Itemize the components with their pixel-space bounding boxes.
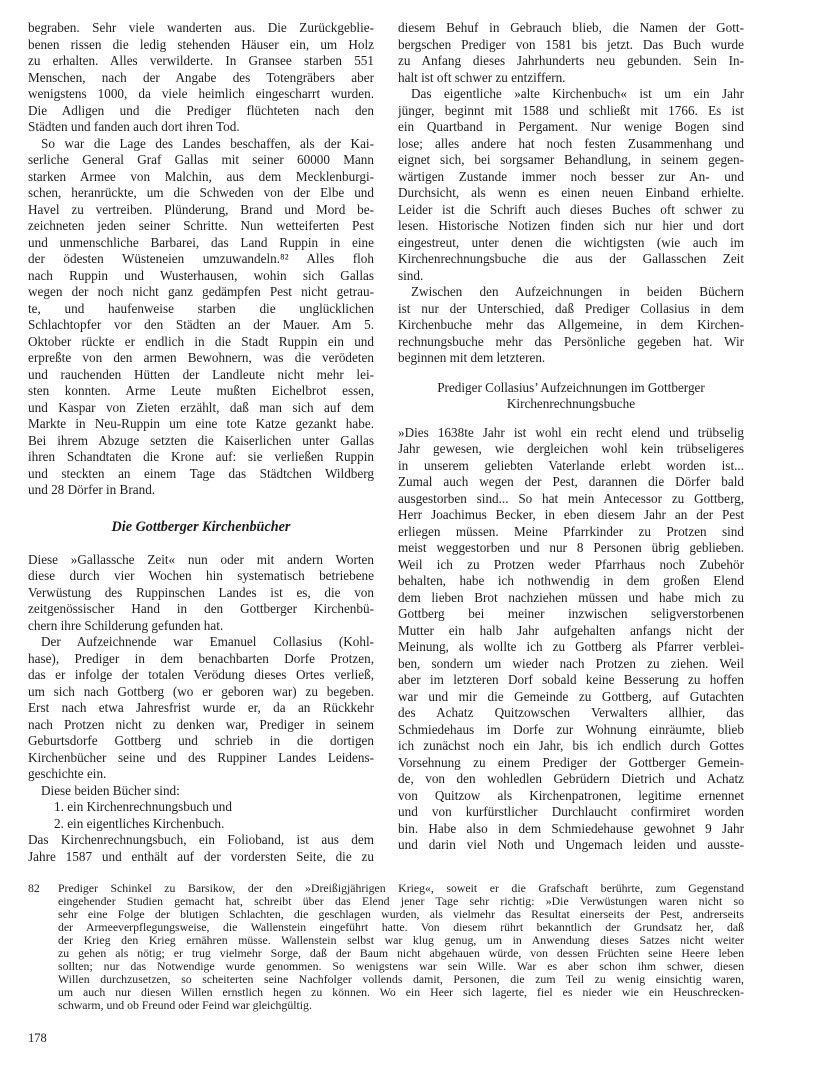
text-line: Herr Joachimus Becker, in eben diesem Jahr an der Pest (398, 507, 744, 522)
heading-line: Prediger Collasius’ Aufzeichnungen im Gottberger (437, 379, 705, 395)
text-line: war und mir die Gemeinde zu Gottberg, auf Gutachten (398, 688, 744, 704)
text-line: in unserem geliebten Vaterlande erlebt worden ist... (398, 457, 744, 473)
text-line: ein Quartband in Pergament. Nur wenige Bogen sind (398, 119, 744, 134)
text-line: benen rissen die ledig stehenden Häuser ein, um Holz (28, 36, 374, 52)
text-line: de, von den wohledlen Gebrüdern Dietrich und Achatz (398, 771, 744, 786)
footnote-line: sollten; nur das Notwendige wurde genommen. So wenigstens war sein Wille. War es aber schon ihm schwer, diesen (58, 960, 744, 973)
text-line: bin. Habe also in dem Schmiedehause gewohnet 9 Jahr (398, 820, 744, 836)
text-line: halt ist oft schwer zu entziffern. (398, 69, 566, 85)
text-line: starken Armee von Malchin, aus dem Mecklenburgi- (28, 168, 374, 184)
text-line: Menschen, nach der Angabe des Totengräbers aber (28, 69, 374, 85)
text-line: geschichte ein. (28, 766, 107, 781)
text-line: und darin viel Noth und Ungemach leiden und ausste- (398, 837, 744, 852)
text-line: aber im letzteren Dorf sobald keine Besserung zu hoffen (398, 672, 744, 687)
text-line: Jahr gewesen, wie dergleichen wohl kein trübseligeres (398, 441, 744, 456)
text-line: ist nur der Unterschied, daß Prediger Collasius in dem (398, 300, 744, 316)
text-line: wärtigen Zustande immer noch besser zur An- und (398, 168, 744, 184)
text-line: behalten, habe ich nothwendig in dem großen Elend (398, 573, 744, 588)
footnote-line: um auch nur diesen Willen ernstlich hegen zu können. Wo ein Heer sich lagerte, fiel es nieder wie ein Heuschrecken- (58, 986, 744, 999)
right-column (398, 20, 744, 854)
left-column (28, 20, 374, 865)
list-item: 1. ein Kirchenrechnungsbuch und (54, 799, 232, 814)
text-line: diesem Behuf in Gebrauch blieb, die Namen der Gott- (398, 20, 744, 35)
text-line: serliche General Graf Gallas mit seiner 60000 Mann (28, 152, 374, 167)
text-line: Schlachtopfer vor den Städten an der Mauer. Am 5. (28, 317, 374, 332)
footnote-line: Prediger Schinkel zu Barsikow, der den »Dreißigjährigen Krieg«, soweit er die Grafschaft berührte, zum Gegenstand (58, 882, 744, 895)
text-line: Kirchenrechnungsbuche die aus der Gallasschen Zeit (398, 251, 744, 266)
text-line: nach Protzen nicht zu denken war, Prediger in seinem (28, 716, 374, 732)
paragraph (28, 20, 374, 136)
text-line: Vorsehnung zu einem Prediger der Gottberger Gemein- (398, 754, 744, 770)
text-line: Verwüstung des Ruppinschen Landes ist es, die von (28, 584, 374, 600)
text-line: ausgestorben sind... So hat mein Antecessor zu Gottberg, (398, 490, 744, 506)
text-line: Markte in Neu-Ruppin um eine tote Katze gezankt habe. (28, 416, 374, 431)
text-line: wegen der noch nicht ganz gedämpfen Pest nicht getrau- (28, 284, 374, 299)
text-line: zeitgenössischer Hand in den Gottberger Kirchenbü- (28, 601, 374, 616)
text-line: sind. (398, 267, 424, 283)
text-line: lesen. Historische Notizen finden sich nur hier und dort (398, 218, 744, 233)
text-line: Weil ich zu Protzen weder Pfarrhaus noch Zubehör (398, 556, 744, 572)
text-line: jünger, beginnt mit 1588 und schließt mit 1766. Es ist (398, 102, 744, 118)
text-line: zu Anfang dieses Jahrhunderts neu gebunden. Sein In- (398, 53, 744, 68)
text-line: das er infolge der totalen Verödung dieses Ortes verließ, (28, 667, 374, 682)
text-line: begraben. Sehr viele wanderten aus. Die Zurückgeblie- (28, 20, 374, 35)
list-item: 2. ein eigentliches Kirchenbuch. (54, 815, 225, 831)
footnote-line: eingehender Studien gemacht hat, schreibt über das Elend jener Tage sehr richtig: »Die Verwüstungen waren nicht so (58, 895, 744, 908)
paragraph (398, 425, 744, 854)
text-line: Diese »Gallassche Zeit« nun oder mit andern Worten (28, 551, 374, 567)
text-line: Oktober rückte er endlich in die Stadt Ruppin ein und (28, 333, 374, 349)
paragraph (28, 634, 374, 783)
text-line: »Dies 1638te Jahr ist wohl ein recht elend und trübselig (398, 424, 744, 440)
text-line: lose; alles andere hat noch festen Zusammenhang und (398, 135, 744, 151)
footnote (28, 882, 744, 1012)
text-line: Leider ist die Schrift auch dieses Buches oft schwer zu (398, 201, 744, 217)
text-line: meist weggestorben und nur 8 Personen übrig geblieben. (398, 540, 744, 555)
text-line: und 28 Dörfer in Brand. (28, 482, 156, 497)
text-line: Das Kirchenrechnungsbuch, ein Folioband, ist aus dem (28, 832, 374, 847)
text-line: um sich nach Gottberg (wo er geboren war) zu begeben. (28, 683, 374, 699)
text-line: Kirchenbuche mehr das Allgemeine, in dem Kirchen- (398, 317, 744, 332)
footnote-line: der Krieg den Krieg ernähren müsse. Wallenstein selbst war klug genug, um in Anwendung dieses Satzes nicht weiter (58, 934, 744, 947)
paragraph (398, 86, 744, 284)
paragraph (28, 832, 374, 865)
text-line: von Quitzow als Kirchenpatronen, legitime ernennet (398, 787, 744, 803)
text-line: schen, heranrückte, um die Schweden von der Elbe und (28, 185, 374, 200)
text-line: und von kurfürstlicher Durchlaucht confirmiret worden (398, 804, 744, 819)
text-line: Durchsicht, als wenn es einen neuen Einband erhielte. (398, 185, 744, 200)
text-line: Mutter ein halb Jahr aufgehalten anfangs nicht der (398, 622, 744, 638)
text-line: wenigstens 1000, da viele heimlich eingescharrt wurden. (28, 86, 374, 101)
text-line: zu erhalten. Alles verwilderte. In Gransee starben 551 (28, 53, 374, 68)
text-line: eignet sich, bei sorgsamer Behandlung, in seinem gegen- (398, 152, 744, 167)
text-line: erliegen müssen. Meine Pfarrkinder zu Protzen sind (398, 523, 744, 539)
footnote-line: sehr eine Folge der blutigen Schlachten, die geschlagen wurden, als vielmehr das Resultat einerseits der Pest, andrerseits (58, 908, 744, 921)
text-line: rechnungsbuche mehr das Persönliche gegeben hat. Wir (398, 333, 744, 349)
text-line: Die Adligen und die Prediger flüchteten nach den (28, 102, 374, 118)
text-line: des Achatz Quitzowschen Verwalters allhier, das (398, 705, 744, 720)
text-line: der ödesten Wüsteneien umzuwandeln.⁸² Alles floh (28, 251, 374, 266)
paragraph (398, 284, 744, 367)
text-line: Das eigentliche »alte Kirchenbuch« ist um ein Jahr (411, 86, 744, 101)
text-line: zeichneten jeden seiner Schritte. Nun wetteiferten Pest (28, 218, 374, 233)
text-line: te, und haufenweise starben die unglücklichen (28, 300, 374, 316)
text-line: Städten und fanden auch dort ihren Tod. (28, 119, 240, 134)
subsection-heading (398, 380, 744, 413)
text-line: und Kaspar von Zieten erzählt, daß man sich auf dem (28, 399, 374, 415)
text-line: Zwischen den Aufzeichnungen in beiden Büchern (411, 284, 744, 299)
text-line: ihren Schandtaten die Krone auf: sie verließen Ruppin (28, 449, 374, 464)
text-line: Erst nach etwa Jahresfrist wurde er, da an Rückkehr (28, 700, 374, 715)
text-line: beginnen mit dem letzteren. (398, 350, 546, 365)
paragraph (28, 136, 374, 499)
text-line: Gottberg bei meiner inzwischen seligverstorbenen (398, 606, 744, 621)
text-line: ben, sondern um wieder nach Protzen zu ziehen. Weil (398, 655, 744, 671)
text-line: Meinung, als wollte ich zu Gottberg als Pfarrer verblei- (398, 639, 744, 654)
heading-line: Kirchenrechnungsbuche (506, 396, 636, 411)
paragraph (398, 20, 744, 86)
footnote-marker: 82 (28, 881, 40, 895)
text-line: So war die Lage des Landes beschaffen, als der Kai- (41, 135, 374, 151)
text-line: chern ihre Schilderung gefunden hat. (28, 617, 224, 633)
page-number: 178 (28, 1031, 47, 1045)
footnote-line: der Armeeverpflegungsweise, die Wallenstein eingeführt hatte. Von diesem rührt bekanntlich der Grundsatz her, daß (58, 921, 744, 934)
paragraph (28, 783, 374, 800)
text-line: Der Aufzeichnende war Emanuel Collasius (Kohl- (41, 634, 374, 649)
text-line: Diese beiden Bücher sind: (41, 782, 180, 798)
text-line: Geburtsdorfe Gottberg und schrieb in die dortigen (28, 733, 374, 748)
text-line: und steckten an einem Tage das Städtchen Wildberg (28, 465, 374, 481)
text-line: diese durch vier Wochen hin systematisch betriebene (28, 568, 374, 583)
footnote-line: Willen durchzusetzen, so scheiterten seine Nachfolger vollends damit, Personen, die zum Teil zu wenig einsichtig waren, (58, 973, 744, 986)
text-line: hase), Prediger in dem benachbarten Dorfe Protzen, (28, 650, 374, 666)
paragraph (28, 552, 374, 635)
text-line: und unmenschliche Barbarei, das Land Ruppin in eine (28, 234, 374, 250)
footnote-line: zu gehen als nötig; er trug vielmehr Sorge, daß der Baum nicht abgehauen würde, von dessen Früchten seine Heere leben (58, 947, 744, 960)
text-line: eingestreut, unter denen die wichtigsten (wie auch im (398, 234, 744, 250)
text-line: bergschen Prediger von 1581 bis jetzt. Das Buch wurde (398, 36, 744, 52)
section-heading: Die Gottberger Kirchenbücher (111, 518, 291, 535)
text-line: Kirchenbücher seine und des Ruppiner Landes Leidens- (28, 749, 374, 765)
text-line: nach Ruppin und Wusterhausen, wohin sich Gallas (28, 267, 374, 283)
text-line: Zumal auch wegen der Pest, darannen die Dörfer bald (398, 474, 744, 489)
text-line: und rauchenden Hütten der Landleute nicht mehr lei- (28, 366, 374, 382)
text-line: Jahre 1587 und enthält auf der vordersten Seite, die zu (28, 848, 374, 864)
text-line: Schmiedehaus im Dorfe zur Wohnung einräumte, blieb (398, 721, 744, 737)
text-line: erpreßte von den armen Bewohnern, was die verödeten (28, 350, 374, 365)
text-line: sten konnten. Arme Leute mußten Eichelbrot essen, (28, 383, 374, 398)
footnote-line: schwarm, und ob Freund oder Feind war gleichgültig. (58, 999, 312, 1012)
footnote-text (28, 882, 744, 1012)
text-line: ich zunächst noch ein Jahr, bis ich endlich durch Gottes (398, 738, 744, 753)
text-line: Bei ihrem Abzuge setzten die Kaiserlichen unter Gallas (28, 432, 374, 448)
text-line: dem lieben Brot nachziehen müssen und habe mich zu (398, 589, 744, 605)
text-line: Havel zu vertreiben. Plünderung, Brand und Mord be- (28, 201, 374, 217)
